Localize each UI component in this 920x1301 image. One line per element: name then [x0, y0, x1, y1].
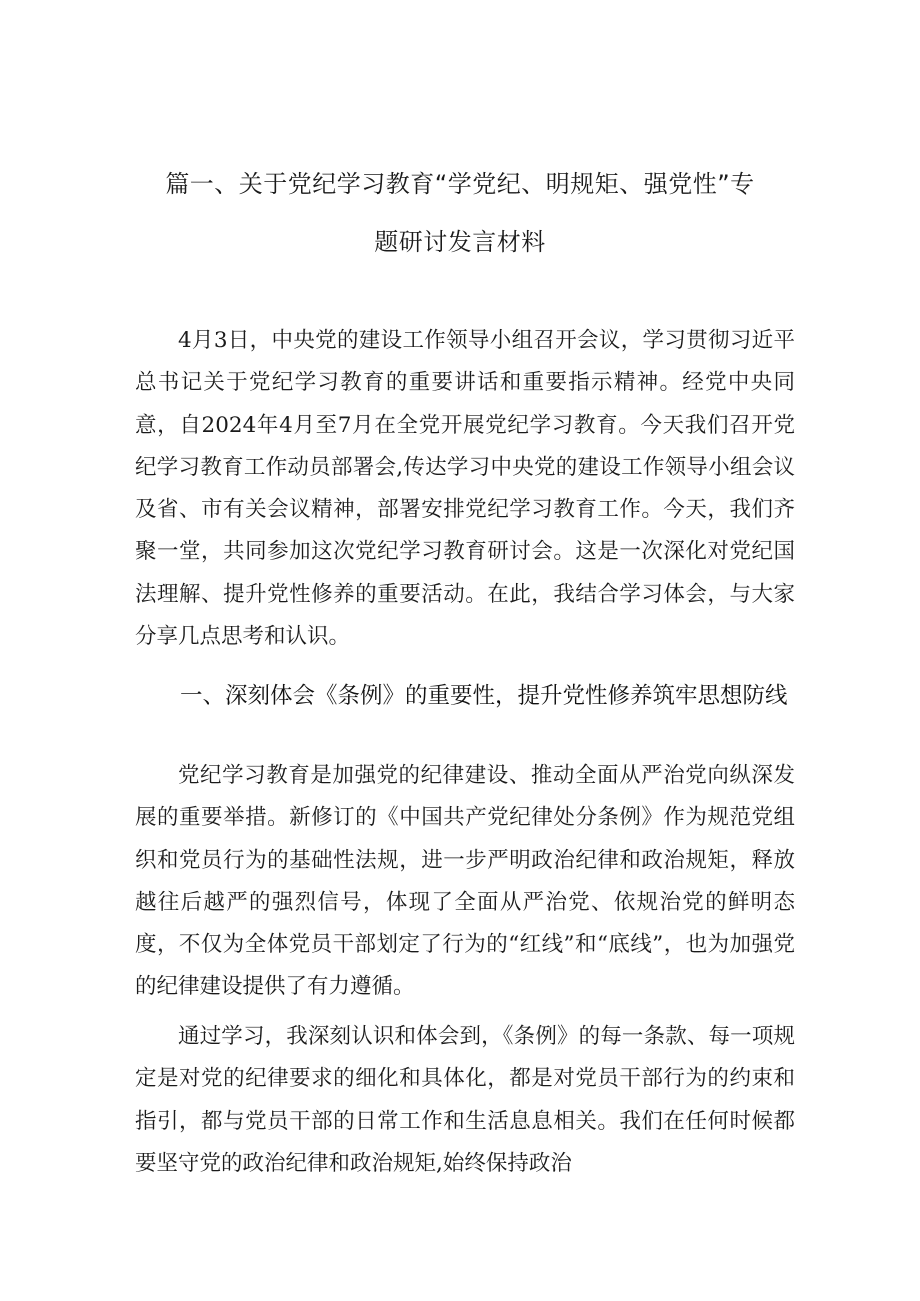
- document-title-line-2: 题研讨发言材料: [374, 228, 546, 256]
- paragraph-section-1-b: 通过学习，我深刻认识和体会到，《条例》的每一条款、每一项规定是对党的纪律要求的细化和具体化，都是对党员干部行为的约束和指引，都与党员干部的日常工作和生活息息相关。我们在任何时候都要坚守党的政治纪律和政治规矩,始终保持政治: [135, 1024, 795, 1176]
- section-heading-1: 一、深刻体会《条例》的重要性，提升党性修养筑牢思想防线: [180, 683, 788, 709]
- paragraph-section-1-a: 党纪学习教育是加强党的纪律建设、推动全面从严治党向纵深发展的重要举措。新修订的《中国共产党纪律处分条例》作为规范党组织和党员行为的基础性法规，进一步严明政治纪律和政治规矩，释放越往后越严的强烈信号，体现了全面从严治党、依规治党的鲜明态度，不仅为全体党员干部划定了行为的“红线”和“底线”，也为加强党的纪律建设提供了有力遵循。: [135, 763, 796, 1000]
- document-title-line-1: 篇一、关于党纪学习教育“学党纪、明规矩、强党性”专: [165, 170, 755, 198]
- paragraph-intro: 4月3日，中央党的建设工作领导小组召开会议，学习贯彻习近平总书记关于党纪学习教育的重要讲话和重要指示精神。经党中央同意，自2024年4月至7月在全党开展党纪学习教育。今天我们召开党纪学习教育工作动员部署会,传达学习中央党的建设工作领导小组会议及省、市有关会议精神，部署安排党纪学习教育工作。今天，我们齐聚一堂，共同参加这次党纪学习教育研讨会。这是一次深化对党纪国法理解、提升党性修养的重要活动。在此，我结合学习体会，与大家分享几点思考和认识。: [135, 328, 795, 650]
